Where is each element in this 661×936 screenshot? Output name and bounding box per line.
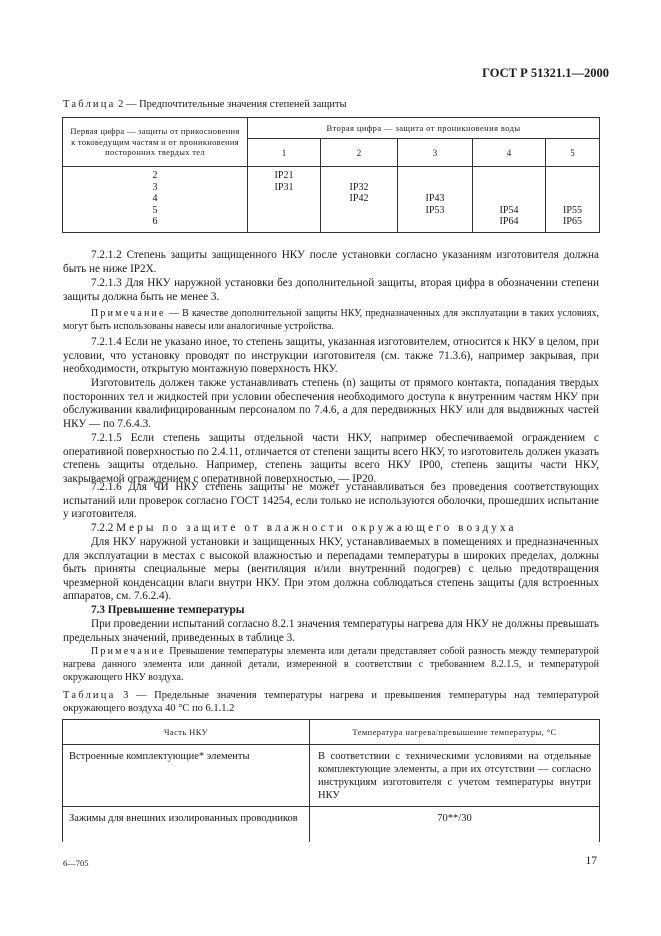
table2-col5 <box>546 167 600 233</box>
table2-second-header: Вторая цифра — защита от проникновения воды <box>248 118 600 139</box>
table-cell: 2 <box>152 170 158 181</box>
table-cell: IP54 <box>499 204 519 216</box>
table2-col-header: 4 <box>473 139 546 167</box>
paragraph-7-2-2-heading <box>63 522 599 536</box>
table-cell: IP64 <box>499 216 519 228</box>
table2-caption-lead: Таблица <box>63 99 116 110</box>
table-cell: IP42 <box>349 193 369 205</box>
table-row <box>63 807 600 843</box>
section-7-3-heading: 7.3 Превышение температуры <box>91 604 245 616</box>
print-mark: 6—705 <box>63 858 89 868</box>
table2-col-header: 1 <box>248 139 321 167</box>
table3-caption-text: 3 — Предельные значения температуры нагрева и превышения температуры над температурой окружающего воздуха 40 °С по 6.1.1.2 <box>63 690 599 714</box>
table-cell <box>473 182 545 194</box>
note-1-text: — В качестве дополнительной защиты НКУ, предназначенных для эксплуатации в таких условиях, могут быть использованы навесы или аналогичные устройства. <box>63 308 599 332</box>
paragraph-7-3: При проведении испытаний согласно 8.2.1 значения температуры нагрева для НКУ не должны превышать предельных значений, приведенных в таблице 3. <box>63 618 599 644</box>
table-ip-degrees <box>62 117 600 233</box>
page-number: 17 <box>585 855 597 867</box>
section-title: Меры по защите от влажности окружающего воздуха <box>116 522 517 534</box>
table2-col-header: 3 <box>398 139 473 167</box>
table3-row2-value: 70**/30 <box>310 807 600 843</box>
paragraph-7-2-1-4: 7.2.1.4 Если не указано иное, то степень защиты, указанная изготовителем, относится к НКУ в целом, при условии, что установку проводят по инструкции изготовителя (см. также 71.3.6), например закрывая, при необходимости, открытую монтажную поверхность НКУ. <box>63 336 599 376</box>
note-1 <box>63 308 599 334</box>
note-2-lead: Примечание <box>91 646 166 657</box>
table2-col-header: 2 <box>321 139 398 167</box>
table-cell <box>546 182 599 194</box>
table2-first-col-header: Первая цифра — защиты от прикосновения к токоведущим частям и от проникновения посторонних твердых тел <box>63 118 248 167</box>
table2-col4 <box>473 167 546 233</box>
paragraph-7-2-1-6: 7.2.1.6 Для ЧИ НКУ степень защиты не может устанавливаться без проведения соответствующих испытаний или проверок согласно ГОСТ 14254, если только не используются оболочки, прошедших испытание у изготовителя. <box>63 481 599 521</box>
document-code: ГОСТ Р 51321.1—2000 <box>482 66 609 80</box>
table2-col1 <box>248 167 321 233</box>
table2-col2 <box>321 167 398 233</box>
table3-caption <box>63 689 599 715</box>
table2-first-digits <box>63 167 248 233</box>
table3-header-temperature: Температура нагрева/превышение температуры, °С <box>310 720 600 745</box>
table-cell: 5 <box>152 204 158 216</box>
paragraph-7-2-1-3: 7.2.1.3 Для НКУ наружной установки без дополнительной защиты, вторая цифра в обозначении степени защиты должна быть не менее 3. <box>63 277 599 303</box>
table-cell: 6 <box>152 216 158 228</box>
table3-row1-value: В соответствии с техническими условиями на отдельные комплектующие элементы, а при их отсутствии — согласно инструкциям изготовителя с учетом температуры внутри НКУ <box>310 745 600 807</box>
table-cell: IP43 <box>425 193 445 205</box>
paragraph-7-2-1-5: 7.2.1.5 Если степень защиты отдельной части НКУ, например обеспечиваемой ограждением с оперативной поверхностью по 2.4.11, отличается от степени защиты всего НКУ, то изготовитель должен указать степень защиты отдельно. Например, степень защиты всего НКУ IP00, степень защиты части НКУ, закрываемой ограждением с оперативной поверхностью, — IP20. <box>63 432 599 485</box>
note-2 <box>63 646 599 684</box>
table2-col3 <box>398 167 473 233</box>
note-1-lead: Примечание <box>91 308 166 319</box>
table2-caption-text: 2 — Предпочтительные значения степеней защиты <box>115 99 347 110</box>
table-cell <box>546 193 599 205</box>
table3-row1-part: Встроенные комплектующие* элементы <box>63 745 310 807</box>
note-2-text: Превышение температуры элемента или детали представляет собой разность между температурой нагрева данного элемента или данной детали, измеренной в соответствии с требованием 8.2.1.5, и температурой окружающего НКУ воздуха. <box>63 646 599 683</box>
table3-caption-lead: Таблица <box>63 690 116 701</box>
table-cell <box>321 170 397 182</box>
table-cell: IP21 <box>274 170 294 181</box>
table-cell: IP55 <box>563 204 582 216</box>
paragraph-7-2-2: Для НКУ наружной установки и защищенных НКУ, устанавливаемых в помещениях и предназначенных для эксплуатации в местах с высокой влажностью и перепадами температуры в широких пределах, должны быть приняты специальные меры (вентиляция и/или внутренний подогрев) с целью предотвращения чрезмерной конденсации влаги внутри НКУ. При этом должна соблюдаться степень защиты (для встроенных аппаратов, см. 7.6.2.4). <box>63 536 599 603</box>
table-cell: 3 <box>152 181 158 193</box>
table-row <box>63 745 600 807</box>
table-cell: 4 <box>152 193 158 205</box>
paragraph-7-2-1-4-b: Изготовитель должен также устанавливать степень (n) защиты от прямого контакта, попадания твердых посторонних тел и жидкостей при условии обеспечения необходимого доступа к внутренним частям НКУ при обслуживании квалифицированным персоналом по 7.4.6, а для передвижных НКУ или для выдвижных частей НКУ — по 7.6.4.3. <box>63 377 599 430</box>
table-cell <box>398 170 472 182</box>
paragraph-7-2-1-2: 7.2.1.2 Степень защиты защищенного НКУ после установки согласно указаниям изготовителя должна быть не ниже IP2X. <box>63 249 599 275</box>
table3-row2-part: Зажимы для внешних изолированных проводников <box>63 807 310 843</box>
table-cell: IP31 <box>274 181 294 193</box>
table-cell: IP53 <box>425 204 445 216</box>
table-cell <box>473 193 545 205</box>
table-cell <box>546 170 599 182</box>
table-cell: IP32 <box>349 181 369 193</box>
table-cell <box>473 170 545 182</box>
section-number: 7.2.2 <box>91 522 117 534</box>
table-cell <box>398 182 472 194</box>
table3-header-part: Часть НКУ <box>63 720 310 745</box>
table2-col-header: 5 <box>546 139 600 167</box>
table2-caption <box>63 99 347 110</box>
table-temperature-limits <box>62 719 600 842</box>
table-cell: IP65 <box>563 216 582 228</box>
